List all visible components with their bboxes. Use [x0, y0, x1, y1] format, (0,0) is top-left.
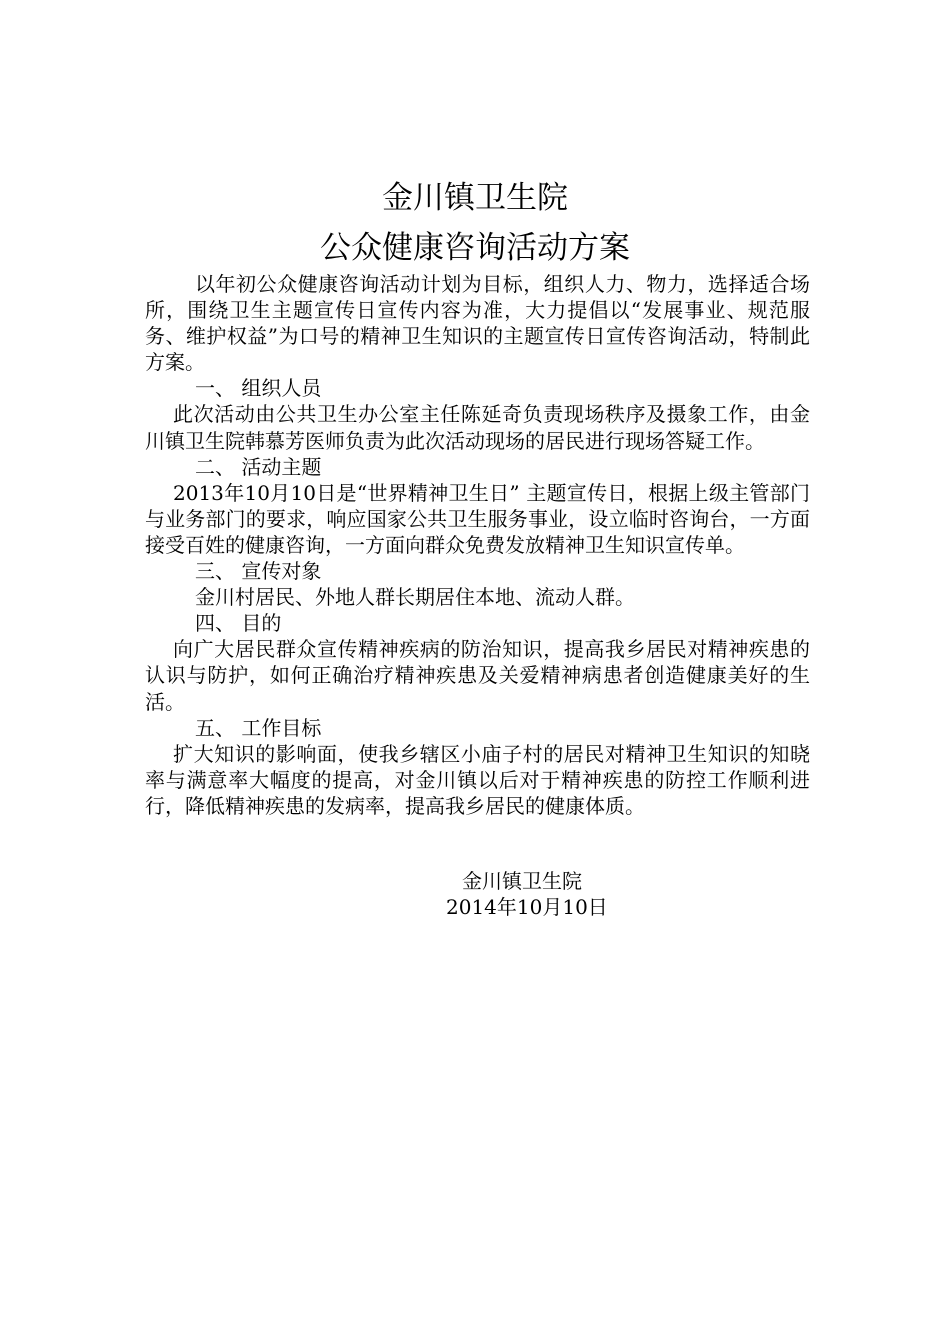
section-text-1: 此次活动由公共卫生办公室主任陈延奇负责现场秩序及摄象工作，由金川镇卫生院韩慕芳医师负责为此次活动现场的居民进行现场答疑工作。 — [145, 402, 810, 453]
section-heading-2: 二、 活动主题 — [195, 454, 322, 479]
signature-date: 2014年10月10日 — [446, 895, 608, 919]
document-body — [145, 271, 810, 819]
section-text-5: 扩大知识的影响面，使我乡辖区小庙子村的居民对精神卫生知识的知晓率与满意率大幅度的提高，对金川镇以后对于精神疾患的防控工作顺利进行，降低精神疾患的发病率，提高我乡居民的健康体质。 — [145, 741, 810, 818]
signature-organization: 金川镇卫生院 — [462, 869, 582, 893]
section-heading-3: 三、 宣传对象 — [195, 559, 322, 584]
section-heading-1: 一、 组织人员 — [195, 376, 322, 401]
intro-paragraph: 以年初公众健康咨询活动计划为目标，组织人力、物力，选择适合场所，围绕卫生主题宣传日宣传内容为准，大力提倡以“发展事业、规范服务、维护权益”为口号的精神卫生知识的主题宣传日宣传咨询活动，特制此方案。 — [145, 272, 810, 375]
section-heading-4: 四、 目的 — [195, 611, 282, 636]
section-text-4: 向广大居民群众宣传精神疾病的防治知识，提高我乡居民对精神疾患的认识与防护，如何正确治疗精神疾患及关爱精神病患者创造健康美好的生活。 — [145, 637, 810, 714]
document-title: 公众健康咨询活动方案 — [320, 230, 630, 266]
section-text-2: 2013年10月10日是“世界精神卫生日” 主题宣传日，根据上级主管部门与业务部门的要求，响应国家公共卫生服务事业，设立临时咨询台，一方面接受百姓的健康咨询，一方面向群众免费发放精神卫生知识宣传单。 — [145, 480, 810, 557]
document-title-org: 金川镇卫生院 — [382, 180, 568, 216]
section-heading-5: 五、 工作目标 — [195, 715, 322, 740]
section-text-3: 金川村居民、外地人群长期居住本地、流动人群。 — [195, 585, 635, 610]
